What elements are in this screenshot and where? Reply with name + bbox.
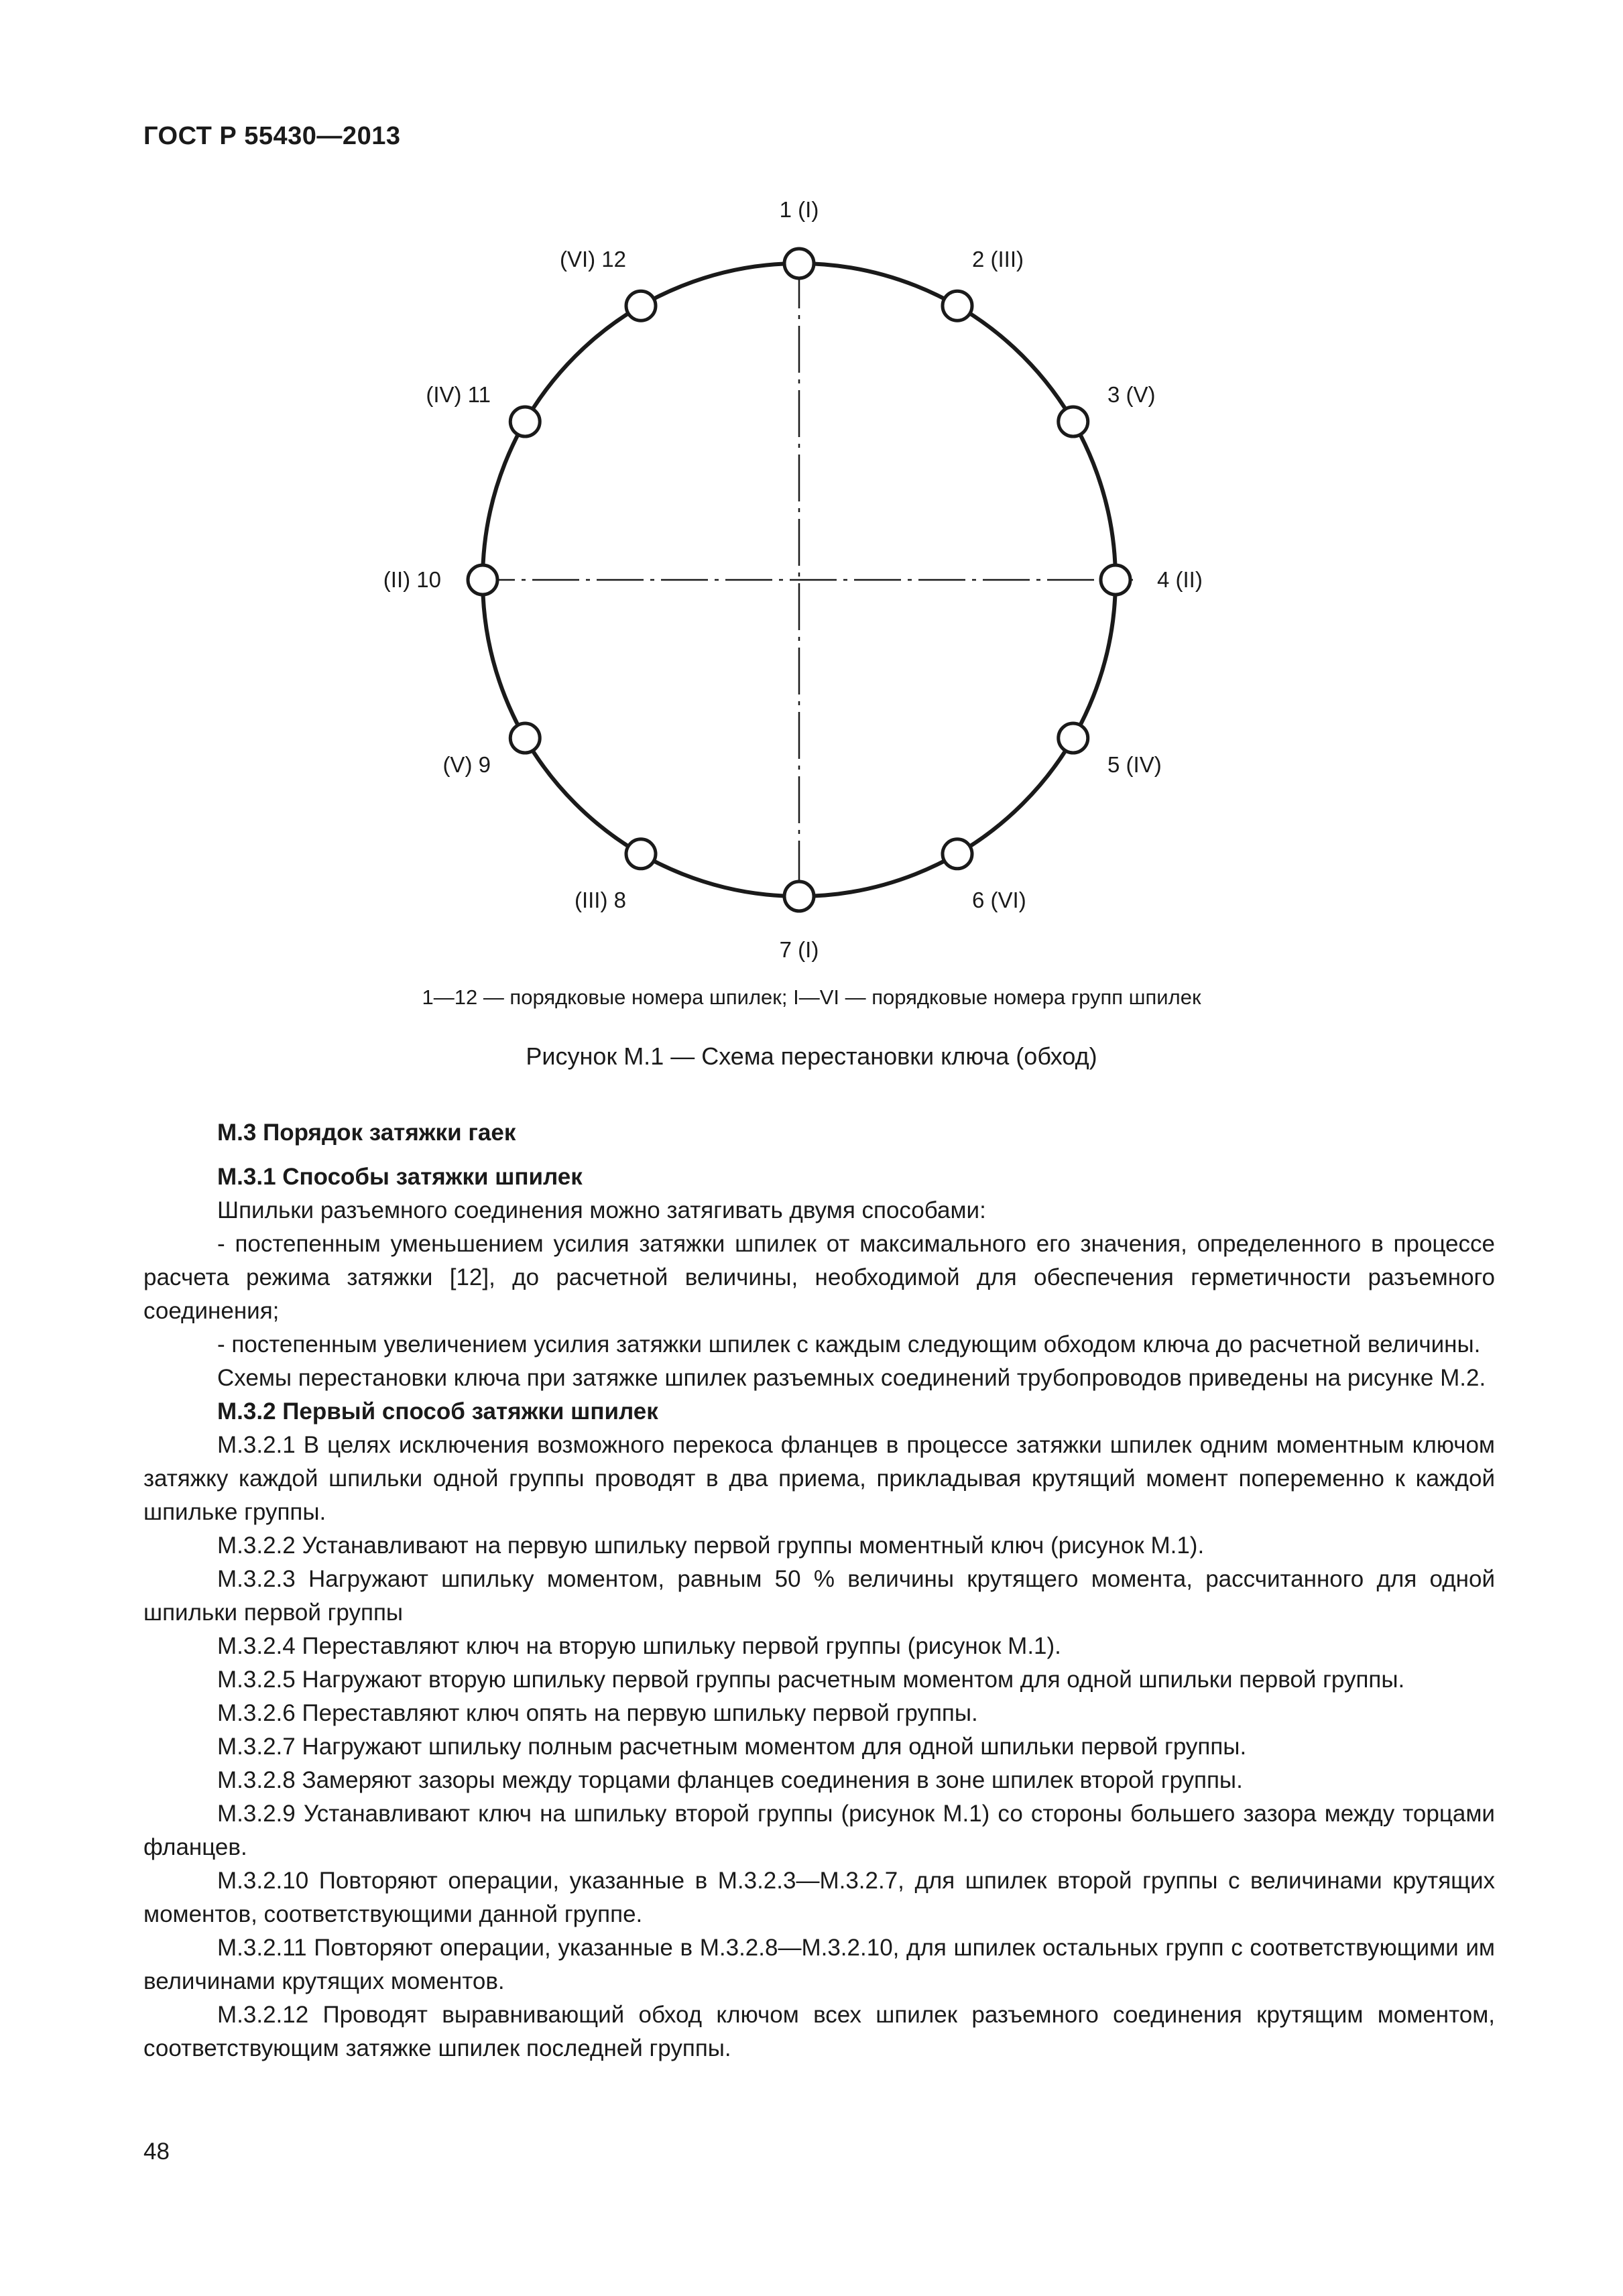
figure-caption: Рисунок М.1 — Схема перестановки ключа (обход)	[526, 1042, 1097, 1070]
paragraph: М.3.2.11 Повторяют операции, указанные в М.3.2.8—М.3.2.10, для шпилек остальных групп с соответствующими им величинами крутящих моментов.	[143, 1935, 1495, 1994]
stud-label: 6 (VI)	[972, 888, 1026, 913]
paragraph: - постепенным уменьшением усилия затяжки шпилек от максимального его значения, определенного в процессе расчета режима затяжки [12], до расчетной величины, необходимой для обеспечения герметичности разъемного соединения;	[143, 1231, 1495, 1324]
wrench-rotation-diagram	[375, 188, 1220, 972]
stud-label: 7 (I)	[779, 937, 819, 962]
paragraph: М.3.2.4 Переставляют ключ на вторую шпильку первой группы (рисунок М.1).	[217, 1633, 1061, 1659]
paragraph: - постепенным увеличением усилия затяжки шпилек с каждым следующим обходом ключа до расчетной величины.	[217, 1331, 1481, 1357]
paragraph: М.3.2.7 Нагружают шпильку полным расчетным моментом для одной шпильки первой группы.	[217, 1734, 1247, 1760]
stud-label: 3 (V)	[1107, 382, 1156, 407]
section-content	[143, 1116, 1495, 2065]
stud-label: 4 (II)	[1157, 567, 1203, 592]
stud-hole	[510, 723, 540, 753]
stud-hole	[784, 249, 814, 278]
stud-label: 5 (IV)	[1107, 752, 1162, 777]
figure-legend: 1—12 — порядковые номера шпилек; I—VI — порядковые номера групп шпилек	[422, 985, 1201, 1009]
paragraph: М.3.2.12 Проводят выравнивающий обход ключом всех шпилек разъемного соединения крутящим моментом, соответствующим затяжке шпилек последней группы.	[143, 2002, 1495, 2061]
page-number: 48	[143, 2138, 170, 2165]
paragraph: М.3.2.10 Повторяют операции, указанные в М.3.2.3—М.3.2.7, для шпилек второй группы с величинами крутящих моментов, соответствующими данной группе.	[143, 1868, 1495, 1927]
paragraph: М.3.2.2 Устанавливают на первую шпильку первой группы моментный ключ (рисунок М.1).	[217, 1532, 1205, 1559]
stud-label: (II) 10	[383, 567, 441, 592]
paragraph: М.3.2.8 Замеряют зазоры между торцами фланцев соединения в зоне шпилек второй группы.	[217, 1767, 1243, 1793]
stud-label: 2 (III)	[972, 246, 1024, 271]
stud-hole	[1059, 407, 1088, 436]
subsection-heading-m-3-1: М.3.1 Способы затяжки шпилек	[217, 1164, 583, 1190]
paragraph: М.3.2.5 Нагружают вторую шпильку первой группы расчетным моментом для одной шпильки первой группы.	[217, 1667, 1405, 1693]
paragraph: М.3.2.3 Нагружают шпильку моментом, равным 50 % величины крутящего момента, рассчитанного для одной шпильки первой группы	[143, 1566, 1495, 1626]
paragraph: Шпильки разъемного соединения можно затягивать двумя способами:	[217, 1197, 986, 1223]
stud-label: (IV) 11	[426, 382, 491, 407]
stud-hole	[1101, 565, 1130, 595]
paragraph: М.3.2.1 В целях исключения возможного перекоса фланцев в процессе затяжки шпилек одним моментным ключом затяжку каждой шпильки одной группы проводят в два приема, прикладывая крутящий момент попеременно к каждой шпильке группы.	[143, 1432, 1495, 1525]
stud-hole	[626, 839, 656, 869]
paragraph: М.3.2.9 Устанавливают ключ на шпильку второй группы (рисунок М.1) со стороны большего зазора между торцами фланцев.	[143, 1801, 1495, 1860]
stud-hole	[1059, 723, 1088, 753]
stud-hole	[784, 882, 814, 911]
stud-label: 1 (I)	[779, 197, 819, 222]
document-code: ГОСТ Р 55430—2013	[143, 122, 401, 150]
paragraph: М.3.2.6 Переставляют ключ опять на первую шпильку первой группы.	[217, 1700, 978, 1726]
stud-label: (III) 8	[574, 888, 626, 913]
subsection-heading-m-3-2: М.3.2 Первый способ затяжки шпилек	[217, 1398, 658, 1425]
stud-hole	[510, 407, 540, 436]
stud-hole	[626, 291, 656, 320]
stud-hole	[943, 291, 972, 320]
stud-label: (VI) 12	[559, 246, 626, 271]
paragraph: Схемы перестановки ключа при затяжке шпилек разъемных соединений трубопроводов приведены на рисунке М.2.	[217, 1365, 1486, 1391]
section-heading: М.3 Порядок затяжки гаек	[217, 1120, 516, 1146]
stud-hole	[943, 839, 972, 869]
stud-hole	[468, 565, 497, 595]
stud-label: (V) 9	[442, 752, 491, 777]
